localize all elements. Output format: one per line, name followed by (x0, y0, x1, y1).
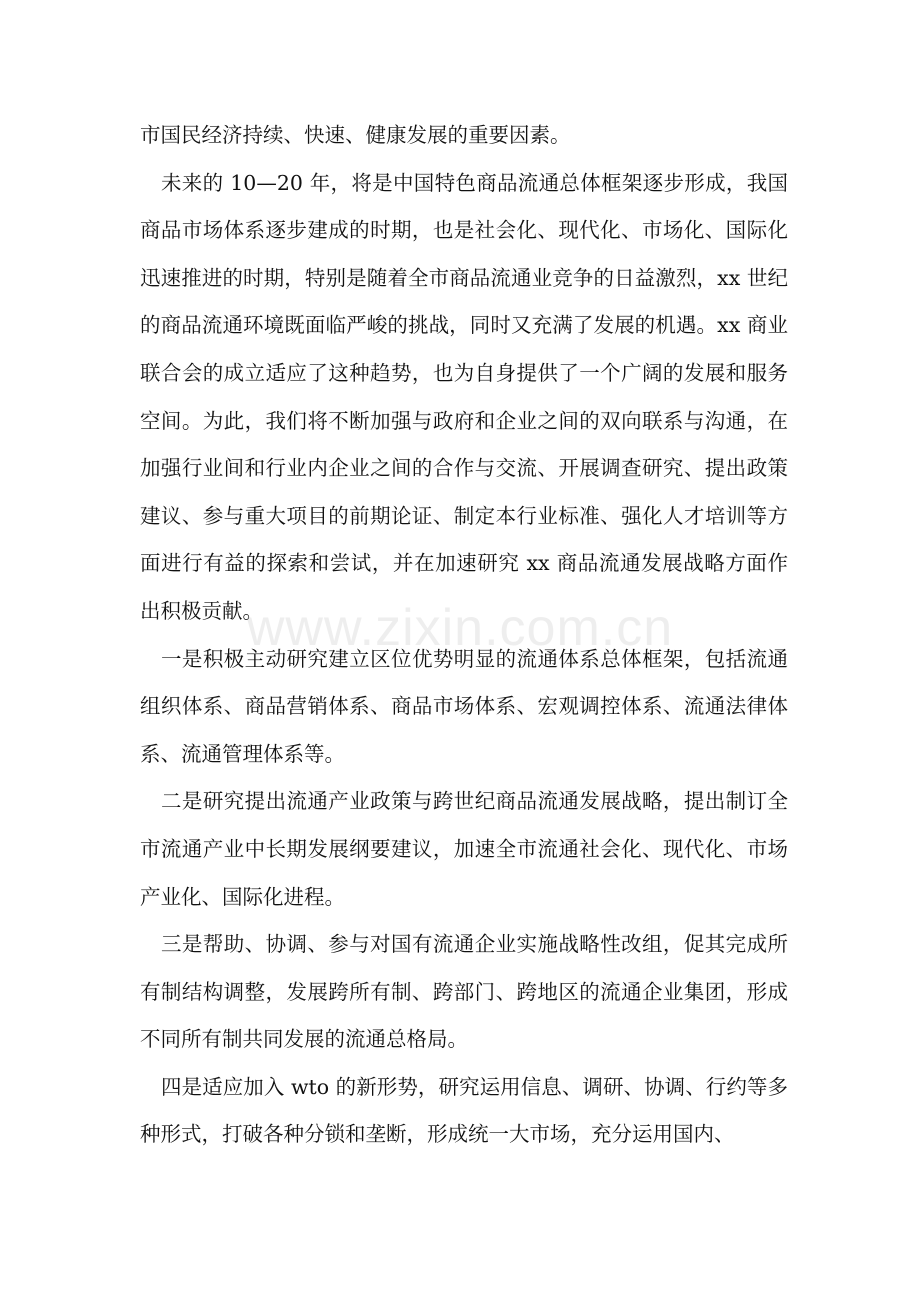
watermark: www.zixin.com.cn (246, 599, 674, 657)
document-body (140, 112, 788, 1159)
paragraph-point-four: 四是适应加入 wto 的新形势，研究运用信息、调研、协调、行约等多种形式，打破各种分锁和垄断，形成统一大市场，充分运用国内、 (140, 1074, 788, 1147)
paragraph-point-two: 二是研究提出流通产业政策与跨世纪商品流通发展战略，提出制订全市流通产业中长期发展纲要建议，加速全市流通社会化、现代化、市场产业化、国际化进程。 (140, 789, 788, 909)
paragraph-point-one: 一是积极主动研究建立区位优势明显的流通体系总体框架，包括流通组织体系、商品营销体系、商品市场体系、宏观调控体系、流通法律体系、流通管理体系等。 (140, 646, 788, 766)
paragraph-continuation: 市国民经济持续、快速、健康发展的重要因素。 (140, 123, 571, 147)
paragraph-future-outlook: 未来的 10—20 年，将是中国特色商品流通总体框架逐步形成，我国商品市场体系逐步建成的时期，也是社会化、现代化、市场化、国际化迅速推进的时期，特别是随着全市商品流通业竞争的日益激烈，xx 世纪的商品流通环境既面临严峻的挑战，同时又充满了发展的机遇。xx 商业联合会的成立适应了这种趋势，也为自身提供了一个广阔的发展和服务空间。为此，我们将不断加强与政府和企业之间的双向联系与沟通，在加强行业间和行业内企业之间的合作与交流、开展调查研究、提出政策建议、参与重大项目的前期论证、制定本行业标准、强化人才培训等方面进行有益的探索和尝试，并在加速研究 xx 商品流通发展战略方面作出积极贡献。 (140, 170, 788, 623)
paragraph-point-three: 三是帮助、协调、参与对国有流通企业实施战略性改组，促其完成所有制结构调整，发展跨所有制、跨部门、跨地区的流通企业集团，形成不同所有制共同发展的流通总格局。 (140, 932, 788, 1052)
